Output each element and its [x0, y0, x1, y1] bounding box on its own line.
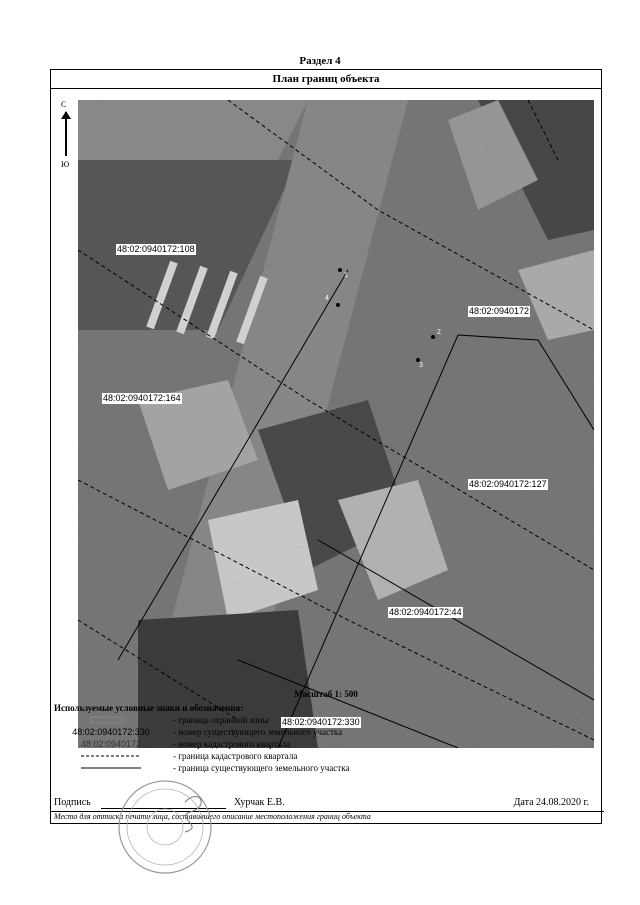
legend-desc: - граница кадастрового квартала: [173, 751, 298, 761]
map-imagery: [78, 100, 594, 748]
stamp-seal-icon: [115, 777, 215, 877]
parcel-label: 48:02:0940172:127: [469, 479, 547, 489]
map-scale: Масштаб 1: 500: [294, 689, 358, 699]
legend-heading: Используемые условные знаки и обозначения:: [54, 703, 244, 713]
legend-item: [51, 715, 591, 727]
signature-date: Дата 24.08.2020 г.: [513, 797, 589, 808]
parcel-label: 48:02:0940172:44: [389, 607, 462, 617]
legend-desc: - граница охранной зоны: [173, 715, 269, 725]
compass-south: Ю: [61, 160, 70, 169]
legend-item: [51, 739, 591, 751]
legend-desc: - граница существующего земельного участка: [173, 763, 350, 773]
point-label: 4: [325, 295, 329, 302]
legend-item: [51, 727, 591, 739]
compass-north: С: [61, 100, 67, 109]
stamp-place-caption: Место для оттиска печати лица, составившего описание местоположения границ объекта: [51, 811, 604, 821]
parcel-boundary-symbol: [51, 763, 171, 775]
aerial-map[interactable]: [78, 100, 594, 748]
north-arrow: [59, 100, 79, 170]
legend-item: [51, 751, 591, 763]
section-title: Раздел 4: [299, 55, 341, 67]
parcel-label: 48:02:0940172:108: [117, 244, 195, 254]
plan-frame: [50, 69, 602, 824]
signature-label: Подпись: [54, 797, 91, 808]
parcel-label: 48:02:0940172:164: [103, 393, 181, 403]
protection-zone-symbol: [51, 715, 171, 727]
quarter-label: 48:02:0940172: [469, 306, 530, 316]
plan-title: План границ объекта: [51, 70, 601, 89]
parcel-number-symbol: 48:02:0940172:330: [72, 727, 150, 737]
legend-item: [51, 763, 591, 775]
legend-desc: - номер существующего земельного участка: [173, 727, 343, 737]
quarter-boundary-symbol: [51, 751, 171, 763]
point-label: 2: [437, 329, 441, 336]
quarter-number-symbol: 48:02:0940172: [80, 739, 142, 749]
point-label: 1: [344, 272, 348, 279]
compass-bar: [65, 112, 67, 156]
parcel-label: 48:02:0940172:330: [282, 717, 360, 727]
legend-desc: - номер кадастрового квартала: [173, 739, 291, 749]
point-label: 3: [419, 362, 423, 369]
signer-name: Хурчак Е.В.: [234, 797, 285, 808]
